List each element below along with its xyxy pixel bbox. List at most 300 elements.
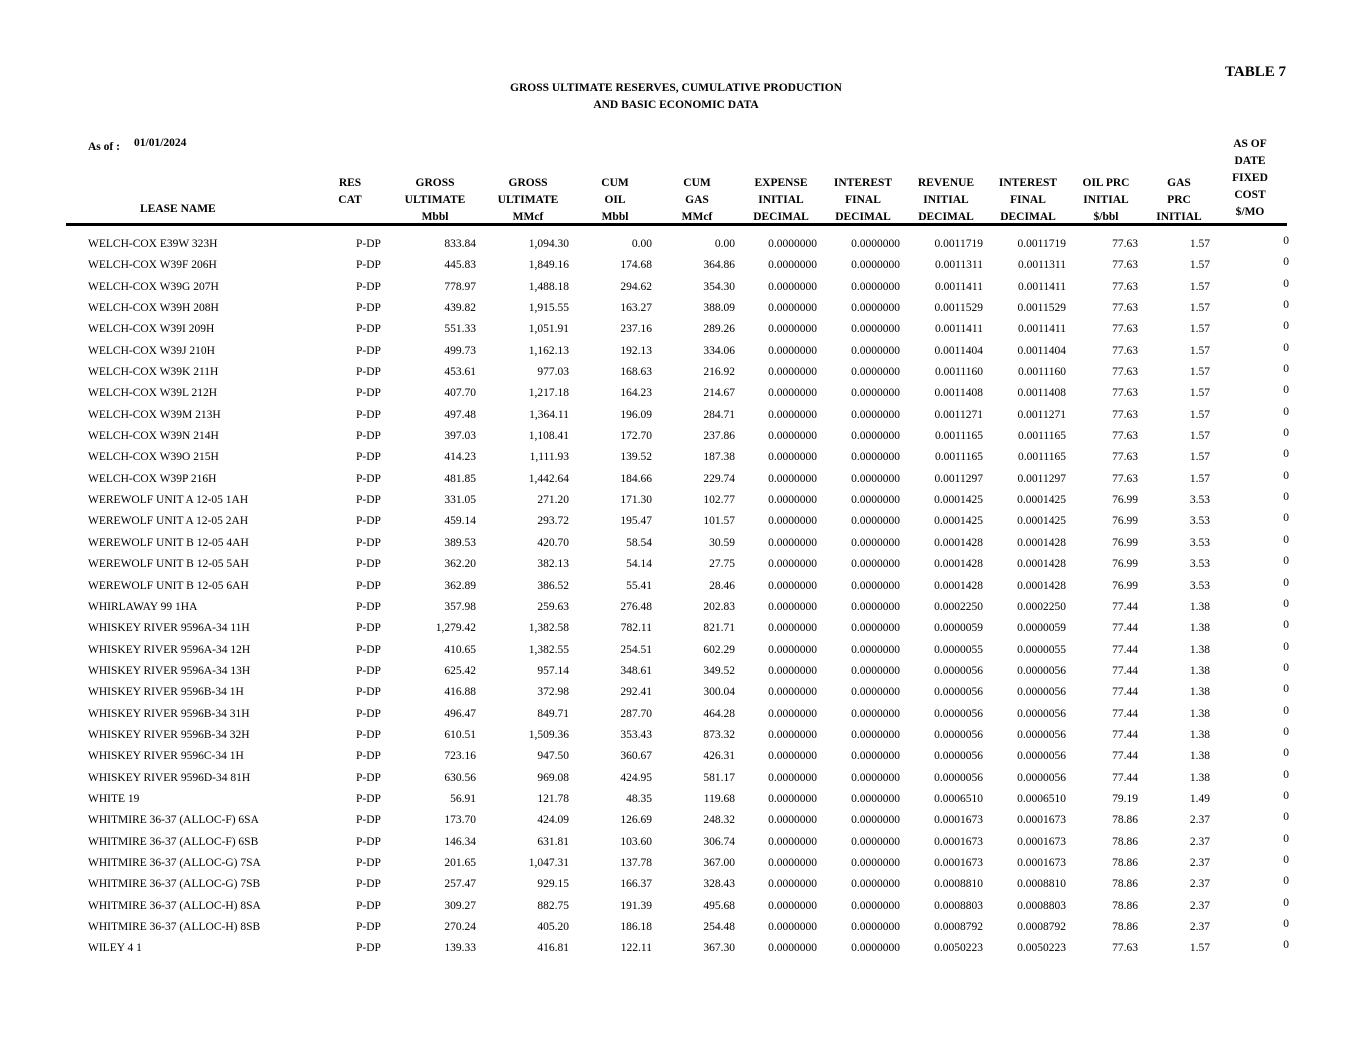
interest-final-1-cell: 0.0000000: [851, 728, 900, 741]
oil-price-cell: 76.99: [1112, 515, 1138, 528]
interest-final-2-cell: 0.0008792: [1017, 921, 1066, 933]
header-line: Mbbl: [421, 211, 449, 223]
revenue-initial-cell: 0.0011411: [934, 280, 983, 293]
fixed-cost-cell: 0: [1283, 939, 1289, 952]
fixed-cost-cell: 0: [1283, 725, 1289, 738]
expense-initial-cell: 0.0000000: [768, 238, 817, 250]
interest-final-2-cell: 0.0011165: [1017, 430, 1066, 443]
lease-name-cell: WHISKEY RIVER 9596D-34 81H: [88, 771, 251, 784]
gas-price-cell: 3.53: [1189, 536, 1210, 549]
header-line: AS OF: [1233, 138, 1267, 150]
fixed-cost-cell: 0: [1283, 853, 1289, 866]
lease-name-cell: WHITMIRE 36-37 (ALLOC-G) 7SB: [88, 878, 261, 891]
cum-gas-cell: 289.26: [703, 323, 735, 336]
expense-initial-cell: 0.0000000: [768, 622, 817, 635]
interest-final-2-cell: 0.0011411: [1017, 323, 1066, 336]
revenue-initial-cell: 0.0000056: [934, 686, 983, 699]
revenue-initial-cell: 0.0008803: [934, 899, 983, 912]
res-cat-cell: P-DP: [356, 472, 381, 485]
gross-ultimate-gas-cell: 1,488.18: [528, 280, 569, 293]
res-cat-cell: P-DP: [356, 238, 381, 250]
gross-ultimate-gas-cell: 1,915.55: [528, 302, 569, 315]
as-of-block: [88, 137, 187, 153]
header-line: INTEREST: [833, 177, 893, 189]
gross-ultimate-oil-cell: 139.33: [444, 942, 476, 955]
gas-price-cell: 1.57: [1189, 323, 1210, 336]
gas-price-cell: 2.37: [1189, 814, 1210, 827]
revenue-initial-cell: 0.0011408: [934, 387, 983, 400]
oil-price-cell: 77.44: [1112, 600, 1138, 613]
fixed-cost-cell: 0: [1283, 555, 1289, 568]
gross-ultimate-gas-cell: 631.81: [537, 835, 569, 848]
fixed-cost-cell: 0: [1283, 576, 1289, 589]
oil-price-cell: 77.63: [1112, 387, 1138, 400]
interest-final-2-cell: 0.0001425: [1017, 494, 1066, 507]
fixed-cost-cell: 0: [1283, 789, 1289, 802]
header-line: GAS: [1167, 177, 1191, 189]
interest-final-2-cell: 0.0000056: [1017, 664, 1066, 677]
gross-ultimate-oil-cell: 496.47: [444, 707, 476, 720]
gross-ultimate-gas-cell: 121.78: [537, 792, 569, 805]
expense-initial-cell: 0.0000000: [768, 750, 817, 763]
header-oil-price: [1075, 175, 1137, 226]
lease-name-cell: WHISKEY RIVER 9596C-34 1H: [88, 750, 244, 763]
gross-ultimate-gas-cell: 293.72: [537, 515, 569, 528]
fixed-cost-cell: 0: [1283, 320, 1289, 333]
interest-final-1-cell: 0.0000000: [851, 899, 900, 912]
interest-final-1-cell: 0.0000000: [851, 515, 900, 528]
expense-initial-cell: 0.0000000: [768, 451, 817, 464]
gross-ultimate-gas-cell: 1,162.13: [528, 344, 569, 357]
gross-ultimate-oil-cell: 257.47: [444, 878, 476, 891]
table-row: [0, 513, 1365, 534]
header-line: PRC: [1167, 194, 1191, 206]
expense-initial-cell: 0.0000000: [768, 707, 817, 720]
interest-final-1-cell: 0.0000000: [851, 686, 900, 699]
fixed-cost-cell: 0: [1283, 363, 1289, 376]
oil-price-cell: 77.44: [1112, 643, 1138, 656]
gross-ultimate-gas-cell: 420.70: [537, 536, 569, 549]
table-row: [0, 748, 1365, 769]
lease-name-cell: WHISKEY RIVER 9596B-34 32H: [88, 728, 250, 741]
interest-final-2-cell: 0.0011160: [1017, 366, 1066, 379]
gas-price-cell: 1.57: [1189, 344, 1210, 357]
header-line: COST: [1234, 189, 1266, 201]
res-cat-cell: P-DP: [356, 771, 381, 784]
gross-ultimate-oil-cell: 459.14: [444, 515, 476, 528]
interest-final-2-cell: 0.0001428: [1017, 558, 1066, 571]
cum-gas-cell: 229.74: [703, 472, 735, 485]
res-cat-cell: P-DP: [356, 643, 381, 656]
oil-price-cell: 77.63: [1112, 430, 1138, 443]
fixed-cost-cell: 0: [1283, 640, 1289, 653]
cum-oil-cell: 276.48: [620, 600, 652, 613]
res-cat-cell: P-DP: [356, 728, 381, 741]
header-line: INTEREST: [998, 177, 1058, 189]
oil-price-cell: 78.86: [1112, 835, 1138, 848]
table-row: [0, 535, 1365, 556]
res-cat-cell: P-DP: [356, 302, 381, 315]
expense-initial-cell: 0.0000000: [768, 686, 817, 699]
res-cat-cell: P-DP: [356, 814, 381, 827]
res-cat-cell: P-DP: [356, 536, 381, 549]
table-row: [0, 620, 1365, 641]
header-gross-ultimate-gas: [488, 175, 568, 226]
res-cat-cell: P-DP: [356, 259, 381, 272]
revenue-initial-cell: 0.0001673: [934, 835, 983, 848]
cum-oil-cell: 782.11: [620, 622, 652, 635]
revenue-initial-cell: 0.0001425: [934, 515, 983, 528]
header-line: CUM: [683, 177, 711, 189]
cum-oil-cell: 139.52: [620, 451, 652, 464]
cum-oil-cell: 360.67: [620, 750, 652, 763]
header-line: FIXED: [1232, 172, 1268, 184]
interest-final-1-cell: 0.0000000: [851, 664, 900, 677]
res-cat-cell: P-DP: [356, 344, 381, 357]
header-line: MMcf: [512, 211, 544, 223]
header-line: FINAL: [1010, 194, 1046, 206]
cum-oil-cell: 0.00: [631, 238, 652, 250]
table-row: [0, 407, 1365, 428]
lease-name-cell: WELCH-COX W39M 213H: [88, 408, 221, 421]
table-row: [0, 492, 1365, 513]
gross-ultimate-gas-cell: 882.75: [537, 899, 569, 912]
header-line: ULTIMATE: [497, 194, 559, 206]
oil-price-cell: 77.44: [1112, 622, 1138, 635]
gross-ultimate-oil-cell: 201.65: [444, 856, 476, 869]
gross-ultimate-gas-cell: 259.63: [537, 600, 569, 613]
oil-price-cell: 76.99: [1112, 579, 1138, 592]
lease-name-cell: WHIRLAWAY 99 1HA: [88, 600, 198, 613]
revenue-initial-cell: 0.0011271: [934, 408, 983, 421]
oil-price-cell: 77.63: [1112, 344, 1138, 357]
table-row: [0, 727, 1365, 748]
interest-final-2-cell: 0.0001428: [1017, 579, 1066, 592]
header-line: DECIMAL: [918, 211, 974, 223]
fixed-cost-cell: 0: [1283, 619, 1289, 632]
gas-price-cell: 2.37: [1189, 878, 1210, 891]
lease-name-cell: WELCH-COX W39H 208H: [88, 302, 219, 315]
interest-final-2-cell: 0.0000059: [1017, 622, 1066, 635]
interest-final-2-cell: 0.0000055: [1017, 643, 1066, 656]
interest-final-1-cell: 0.0000000: [851, 280, 900, 293]
gross-ultimate-gas-cell: 416.81: [537, 942, 569, 955]
gross-ultimate-oil-cell: 499.73: [444, 344, 476, 357]
revenue-initial-cell: 0.0000056: [934, 771, 983, 784]
table-row: [0, 770, 1365, 791]
gas-price-cell: 3.53: [1189, 494, 1210, 507]
gas-price-cell: 2.37: [1189, 856, 1210, 869]
oil-price-cell: 77.44: [1112, 707, 1138, 720]
interest-final-1-cell: 0.0000000: [851, 366, 900, 379]
oil-price-cell: 78.86: [1112, 814, 1138, 827]
revenue-initial-cell: 0.0001673: [934, 856, 983, 869]
gross-ultimate-oil-cell: 362.20: [444, 558, 476, 571]
expense-initial-cell: 0.0000000: [768, 600, 817, 613]
gas-price-cell: 1.49: [1189, 792, 1210, 805]
table-row: [0, 300, 1365, 321]
gas-price-cell: 1.57: [1189, 280, 1210, 293]
gross-ultimate-oil-cell: 1,279.42: [435, 622, 476, 635]
revenue-initial-cell: 0.0011165: [934, 430, 983, 443]
fixed-cost-cell: 0: [1283, 405, 1289, 418]
lease-name-cell: WELCH-COX W39L 212H: [88, 387, 218, 400]
header-line: GROSS: [415, 177, 455, 189]
header-line: CAT: [338, 194, 362, 206]
interest-final-2-cell: 0.0050223: [1017, 942, 1066, 955]
cum-gas-cell: 216.92: [703, 366, 735, 379]
lease-name-cell: WHISKEY RIVER 9596A-34 11H: [88, 622, 250, 635]
oil-price-cell: 78.86: [1112, 856, 1138, 869]
interest-final-1-cell: 0.0000000: [851, 408, 900, 421]
header-interest-final-2: [992, 175, 1064, 226]
cum-oil-cell: 122.11: [620, 942, 652, 955]
gross-ultimate-gas-cell: 382.13: [537, 558, 569, 571]
cum-oil-cell: 58.54: [626, 536, 652, 549]
res-cat-cell: P-DP: [356, 899, 381, 912]
gross-ultimate-oil-cell: 173.70: [444, 814, 476, 827]
gas-price-cell: 1.38: [1189, 664, 1210, 677]
oil-price-cell: 76.99: [1112, 536, 1138, 549]
gross-ultimate-gas-cell: 1,094.30: [528, 238, 569, 250]
cum-gas-cell: 334.06: [703, 344, 735, 357]
lease-name-cell: WELCH-COX W39I 209H: [88, 323, 215, 336]
cum-gas-cell: 367.00: [703, 856, 735, 869]
interest-final-1-cell: 0.0000000: [851, 792, 900, 805]
gross-ultimate-oil-cell: 551.33: [444, 323, 476, 336]
revenue-initial-cell: 0.0000056: [934, 707, 983, 720]
table-row: [0, 279, 1365, 300]
fixed-cost-cell: 0: [1283, 299, 1289, 312]
gross-ultimate-gas-cell: 1,051.91: [528, 323, 569, 336]
gas-price-cell: 1.57: [1189, 430, 1210, 443]
gross-ultimate-oil-cell: 389.53: [444, 536, 476, 549]
oil-price-cell: 77.44: [1112, 750, 1138, 763]
table-row: [0, 642, 1365, 663]
expense-initial-cell: 0.0000000: [768, 771, 817, 784]
gross-ultimate-oil-cell: 439.82: [444, 302, 476, 315]
interest-final-1-cell: 0.0000000: [851, 856, 900, 869]
res-cat-cell: P-DP: [356, 579, 381, 592]
expense-initial-cell: 0.0000000: [768, 494, 817, 507]
table-row: [0, 812, 1365, 833]
cum-oil-cell: 172.70: [620, 430, 652, 443]
gas-price-cell: 1.38: [1189, 622, 1210, 635]
fixed-cost-cell: 0: [1283, 341, 1289, 354]
cum-oil-cell: 195.47: [620, 515, 652, 528]
expense-initial-cell: 0.0000000: [768, 387, 817, 400]
interest-final-2-cell: 0.0000056: [1017, 686, 1066, 699]
gross-ultimate-gas-cell: 1,217.18: [528, 387, 569, 400]
expense-initial-cell: 0.0000000: [768, 472, 817, 485]
gross-ultimate-gas-cell: 1,364.11: [529, 408, 569, 421]
cum-gas-cell: 27.75: [709, 558, 735, 571]
fixed-cost-cell: 0: [1283, 384, 1289, 397]
gas-price-cell: 1.38: [1189, 643, 1210, 656]
header-line: CUM: [601, 177, 629, 189]
gas-price-cell: 2.37: [1189, 921, 1210, 933]
fixed-cost-cell: 0: [1283, 469, 1289, 482]
header-interest-final-1: [827, 175, 899, 226]
oil-price-cell: 77.63: [1112, 942, 1138, 955]
interest-final-1-cell: 0.0000000: [851, 942, 900, 955]
expense-initial-cell: 0.0000000: [768, 878, 817, 891]
gross-ultimate-oil-cell: 146.34: [444, 835, 476, 848]
gross-ultimate-oil-cell: 414.23: [444, 451, 476, 464]
revenue-initial-cell: 0.0008792: [934, 921, 983, 933]
gross-ultimate-oil-cell: 410.65: [444, 643, 476, 656]
gross-ultimate-gas-cell: 1,849.16: [528, 259, 569, 272]
oil-price-cell: 77.63: [1112, 472, 1138, 485]
lease-name-cell: WHITMIRE 36-37 (ALLOC-H) 8SA: [88, 899, 261, 912]
res-cat-cell: P-DP: [356, 600, 381, 613]
lease-name-cell: WHITE 19: [88, 792, 140, 805]
interest-final-2-cell: 0.0011297: [1017, 472, 1066, 485]
revenue-initial-cell: 0.0011404: [934, 344, 983, 357]
lease-name-cell: WILEY 4 1: [88, 942, 142, 955]
revenue-initial-cell: 0.0001428: [934, 579, 983, 592]
res-cat-cell: P-DP: [356, 792, 381, 805]
gross-ultimate-gas-cell: 372.98: [537, 686, 569, 699]
cum-gas-cell: 0.00: [714, 238, 735, 250]
table-row: [0, 471, 1365, 492]
gas-price-cell: 1.57: [1189, 472, 1210, 485]
table-row: [0, 321, 1365, 342]
oil-price-cell: 77.63: [1112, 408, 1138, 421]
revenue-initial-cell: 0.0011165: [934, 451, 983, 464]
cum-oil-cell: 192.13: [620, 344, 652, 357]
expense-initial-cell: 0.0000000: [768, 344, 817, 357]
oil-price-cell: 76.99: [1112, 558, 1138, 571]
fixed-cost-cell: 0: [1283, 704, 1289, 717]
gas-price-cell: 1.57: [1189, 942, 1210, 955]
expense-initial-cell: 0.0000000: [768, 899, 817, 912]
header-line: $/bbl: [1093, 211, 1119, 223]
gross-ultimate-oil-cell: 481.85: [444, 472, 476, 485]
cum-gas-cell: 119.68: [703, 792, 735, 805]
header-line: ULTIMATE: [404, 194, 466, 206]
header-line: DECIMAL: [1000, 211, 1056, 223]
cum-gas-cell: 464.28: [703, 707, 735, 720]
lease-name-cell: WHISKEY RIVER 9596A-34 13H: [88, 664, 251, 677]
interest-final-1-cell: 0.0000000: [851, 921, 900, 933]
fixed-cost-cell: 0: [1283, 683, 1289, 696]
oil-price-cell: 78.86: [1112, 921, 1138, 933]
cum-gas-cell: 364.86: [703, 259, 735, 272]
gross-ultimate-oil-cell: 833.84: [444, 238, 476, 250]
res-cat-cell: P-DP: [356, 558, 381, 571]
cum-oil-cell: 184.66: [620, 472, 652, 485]
table-row: [0, 706, 1365, 727]
cum-gas-cell: 602.29: [703, 643, 735, 656]
header-gross-ultimate-oil: [395, 175, 475, 226]
cum-oil-cell: 348.61: [620, 664, 652, 677]
gas-price-cell: 3.53: [1189, 558, 1210, 571]
fixed-cost-cell: 0: [1283, 811, 1289, 824]
interest-final-1-cell: 0.0000000: [851, 451, 900, 464]
interest-final-1-cell: 0.0000000: [851, 835, 900, 848]
res-cat-cell: P-DP: [356, 835, 381, 848]
revenue-initial-cell: 0.0001673: [934, 814, 983, 827]
gross-ultimate-gas-cell: 1,047.31: [528, 856, 569, 869]
cum-gas-cell: 495.68: [703, 899, 735, 912]
fixed-cost-cell: 0: [1283, 875, 1289, 888]
data-table-body: [0, 236, 1365, 962]
cum-oil-cell: 186.18: [620, 921, 652, 933]
header-line: INITIAL: [923, 194, 969, 206]
table-row: [0, 385, 1365, 406]
revenue-initial-cell: 0.0000055: [934, 643, 983, 656]
expense-initial-cell: 0.0000000: [768, 643, 817, 656]
interest-final-1-cell: 0.0000000: [851, 600, 900, 613]
interest-final-2-cell: 0.0000056: [1017, 750, 1066, 763]
table-row: [0, 556, 1365, 577]
header-cum-gas: [667, 175, 727, 226]
fixed-cost-cell: 0: [1283, 448, 1289, 461]
expense-initial-cell: 0.0000000: [768, 942, 817, 955]
cum-gas-cell: 202.83: [703, 600, 735, 613]
cum-oil-cell: 174.68: [620, 259, 652, 272]
res-cat-cell: P-DP: [356, 494, 381, 507]
cum-oil-cell: 164.23: [620, 387, 652, 400]
gross-ultimate-gas-cell: 1,442.64: [528, 472, 569, 485]
cum-gas-cell: 367.30: [703, 942, 735, 955]
header-line: OIL PRC: [1082, 177, 1130, 189]
oil-price-cell: 77.44: [1112, 728, 1138, 741]
interest-final-2-cell: 0.0011271: [1017, 408, 1066, 421]
cum-oil-cell: 254.51: [620, 643, 652, 656]
table-row: [0, 578, 1365, 599]
revenue-initial-cell: 0.0001428: [934, 558, 983, 571]
lease-name-cell: WEREWOLF UNIT B 12-05 5AH: [88, 558, 249, 571]
interest-final-1-cell: 0.0000000: [851, 323, 900, 336]
interest-final-1-cell: 0.0000000: [851, 302, 900, 315]
header-line: REVENUE: [917, 177, 975, 189]
cum-oil-cell: 424.95: [620, 771, 652, 784]
revenue-initial-cell: 0.0000056: [934, 750, 983, 763]
interest-final-1-cell: 0.0000000: [851, 430, 900, 443]
header-line: INITIAL: [758, 194, 804, 206]
lease-name-cell: WEREWOLF UNIT A 12-05 1AH: [88, 494, 249, 507]
res-cat-cell: P-DP: [356, 942, 381, 955]
lease-name-cell: WHISKEY RIVER 9596A-34 12H: [88, 643, 251, 656]
lease-name-cell: WHITMIRE 36-37 (ALLOC-H) 8SB: [88, 921, 261, 933]
interest-final-1-cell: 0.0000000: [851, 878, 900, 891]
as-of-label: As of :: [88, 141, 120, 153]
res-cat-cell: P-DP: [356, 515, 381, 528]
gross-ultimate-gas-cell: 849.71: [537, 707, 569, 720]
res-cat-cell: P-DP: [356, 878, 381, 891]
revenue-initial-cell: 0.0011411: [934, 323, 983, 336]
cum-oil-cell: 163.27: [620, 302, 652, 315]
cum-gas-cell: 328.43: [703, 878, 735, 891]
interest-final-1-cell: 0.0000000: [851, 472, 900, 485]
gross-ultimate-gas-cell: 977.03: [537, 366, 569, 379]
cum-oil-cell: 196.09: [620, 408, 652, 421]
gas-price-cell: 1.38: [1189, 686, 1210, 699]
gross-ultimate-gas-cell: 1,382.58: [528, 622, 569, 635]
fixed-cost-cell: 0: [1283, 896, 1289, 909]
interest-final-1-cell: 0.0000000: [851, 536, 900, 549]
gas-price-cell: 1.57: [1189, 408, 1210, 421]
cum-gas-cell: 214.67: [703, 387, 735, 400]
header-fixed-cost: [1222, 136, 1278, 221]
cum-oil-cell: 353.43: [620, 728, 652, 741]
oil-price-cell: 77.44: [1112, 664, 1138, 677]
gas-price-cell: 1.57: [1189, 238, 1210, 250]
fixed-cost-cell: 0: [1283, 832, 1289, 845]
res-cat-cell: P-DP: [356, 856, 381, 869]
